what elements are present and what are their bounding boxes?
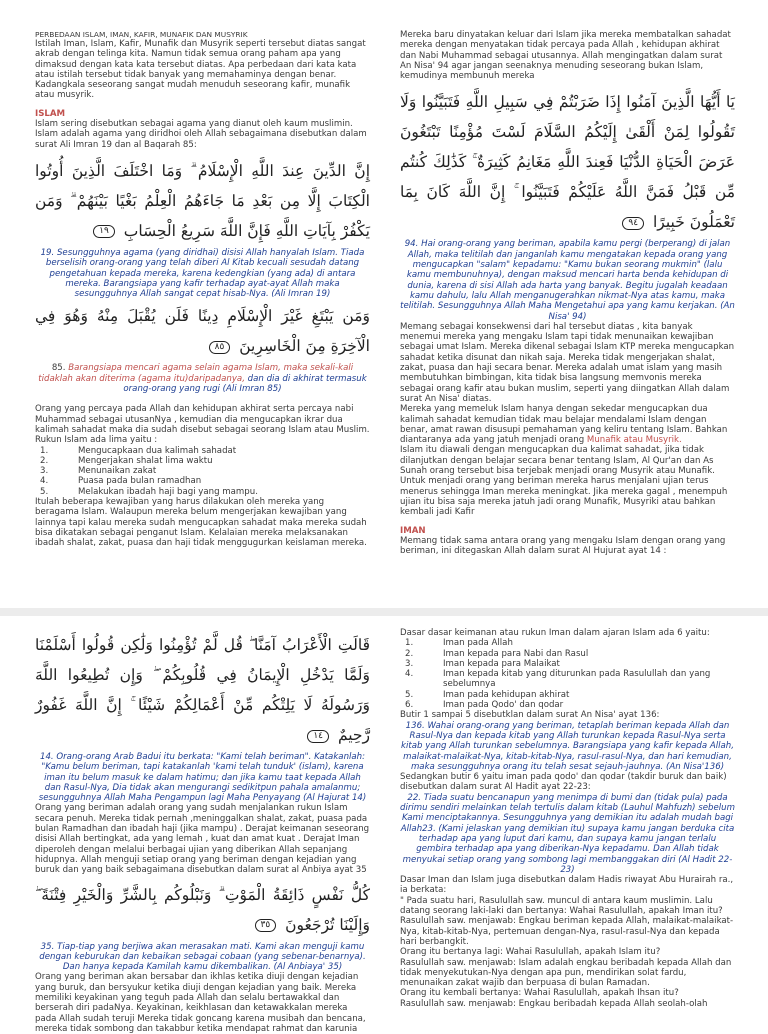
intro-paragraph: Istilah Iman, Islam, Kafir, Munafik dan Musyrik seperti tersebut diatas sangat akrab dengan telinga kita. Namun tidak semua orang paham apa yang dimaksud dengan kata kata tersebut diatas. Apa perbedaan dari kata kata atau istilah tersebut tidak banyak yang memahaminya dengan benar. Kadangkala seseorang sangat mudah menuduh seseorang kafir, munafik atau musyrik. (35, 39, 366, 101)
hadis-line: Rasulullah saw. menjawab: Engkau beriman kepada Allah, malaikat-malaikat-Nya, kitab-kitab-Nya, pertemuan dengan-Nya, rasul-rasul-Nya dan kepada hari berbangkit. (400, 916, 734, 947)
verse-number-ornament: ٩٤ (622, 217, 644, 230)
munafik-highlight: Munafik atau Musyrik. (586, 435, 682, 446)
arabic-verse-al-hujurat-14: قَالَتِ الْأَعْرَابُ آمَنَّا ۖ قُل لَّمْ تُؤْمِنُوا وَلَٰكِن قُولُوا أَسْلَمْنَا وَلَمَّا يَدْخُلِ الْإِيمَانُ فِي قُلُوبِكُمْ ۖ وَإِن تُطِيعُوا اللَّهَ وَرَسُولَهُ لَا يَلِتْكُم مِّنْ أَعْمَالِكُمْ شَيْئًا ۚ إِنَّ اللَّهَ غَفُورٌ رَّحِيمٌ ١٤ (35, 636, 370, 744)
rukun-iman-intro: Dasar dasar keimanan atau rukun Iman dalam ajaran Islam ada 6 yaitu: (400, 628, 710, 638)
page-separator (0, 608, 768, 616)
list-item: 4. Iman kepada kitab yang diturunkan pada Rasulullah dan yang sebelumnya (405, 669, 711, 690)
verse-number-ornament: ٨٥ (209, 341, 231, 354)
hadis-line: Orang itu bertanya lagi: Wahai Rasulullah, apakah Islam itu? (400, 947, 661, 958)
right-intro-paragraph: Mereka baru dinyatakan keluar dari Islam jika mereka membatalkan sahadat mereka dengan menyatakan tidak percaya pada Allah , kehidupan akhirat dan Nabi Muhammad sebagai utusannya. Allah mengingatkan dalam surat An Nisa' 94 agar jangan seenaknya menuding seseorang bukan Islam, kemudinya membunuh mereka (400, 30, 731, 82)
page2-left-column (35, 630, 370, 1034)
hadis-intro: Dasar Iman dan Islam juga disebutkan dalam Hadis riwayat Abu Hurairah ra., ia berkata: (400, 875, 734, 896)
ujian-paragraph: Islam itu diawali dengan mengucapkan dua kalimat sahadat, jika tidak dilanjutkan dengan belajar secara benar tentang Islam, Al Qur'an dan As Sunah orang tersebut bisa terjebak menjadi orang Musyrik atau Munafik. Untuk menjadi orang yang beriman mereka harus menjalani ujian terus menerus sehingga Iman mereka meningkat. Jika mereka gagal , menempuh ujian itu bisa saja mereka jatuh jadi orang Munafik, Musyriki atau bahkan kembali jadi Kafir (400, 445, 728, 518)
document-title: PERBEDAAN ISLAM, IMAN, KAFIR, MUNAFIK DAN MUSYRIK (35, 30, 248, 39)
butir-paragraph: Butir 1 sampai 5 disebutklan dalam surat An Nisa' ayat 136: (400, 710, 660, 721)
verse-number-ornament: ١٩ (93, 225, 115, 238)
rukun-islam-list (35, 446, 370, 497)
page1-right-column (400, 30, 735, 556)
arabic-verse-ali-imran-19: إِنَّ الدِّينَ عِندَ اللَّهِ الْإِسْلَامُ ۗ وَمَا اخْتَلَفَ الَّذِينَ أُوتُوا الْكِتَابَ إِلَّا مِن بَعْدِ مَا جَاءَهُمُ الْعِلْمُ بَغْيًا بَيْنَهُمْ ۗ وَمَن يَكْفُرْ بِآيَاتِ اللَّهِ فَإِنَّ اللَّهَ سَرِيعُ الْحِسَابِ ١٩ (35, 161, 370, 240)
hadis-line: Rasulullah saw. menjawab: Islam adalah engkau beribadah kepada Allah dan tidak menyekutukan-Nya dengan apa pun, mendirikan solat fardu, menunaikan zakat wajib dan berpuasa di bulan Ramadan. (400, 957, 732, 989)
iman-heading: IMAN (400, 525, 426, 536)
list-item: 5. Iman pada kehidupan akhirat (405, 689, 570, 700)
document-page-2 (0, 616, 768, 1034)
islam-ktp-paragraph: Memang sebagai konsekwensi dari hal tersebut diatas , kita banyak menemui mereka yang mengaku Islam tapi tidak menunaikan kewajiban sebagai umat Islam. Mereka dikenal sebagai Islam KTP mereka mengucapkan sahadat ketika disunat dan nikah saja. Mereka tidak mengerjakan shalat, zakat, puasa dan haji secara benar. Mereka adalah umat islam yang masih membutuhkan bimbingan, kita tidak bisa langsung memvonis mereka sebagai orang kafir atau bukan muslim, seperti yang diingatkan Allah dalam surat An Nisa' diatas. (400, 321, 735, 404)
verse-number-ornament: ٣٥ (255, 919, 277, 932)
qodar-paragraph: Sedangkan butir 6 yaitu iman pada qodo' dan qodar (takdir buruk dan baik) disebutkan dalam surat Al Hadit ayat 22-23: (400, 772, 727, 793)
islam-heading: ISLAM (35, 108, 66, 119)
hadis-line: Orang itu kembali bertanya: Wahai Rasulullah, apakah Ihsan itu? (400, 988, 679, 999)
closing-paragraph: Itulah beberapa kewajiban yang harus dilakukan oleh mereka yang beragama Islam. Walaupun mereka belum mengerjakan kewajiban yang lainnya tapi kalau mereka sudah mengucapkan sahadat maka mereka sudah bisa dikatakan sebagai penganut Islam. Kelalaian mereka melaksanakan ibadah shalat, zakat, puasa dan haji tidak menggugurkan keislaman mereka. (35, 497, 367, 549)
hadis-line: " Pada suatu hari, Rasulullah saw. muncul di antara kaum muslimin. Lalu datang seorang laki-laki dan bertanya: Wahai Rasulullah, apakah Iman itu? (400, 895, 723, 917)
translation-an-nisa-94: 94. Hai orang-orang yang beriman, apabila kamu pergi (berperang) di jalan Allah, maka telitilah dan janganlah kamu mengatakan kepada orang yang mengucapkan "salam" kepadamu: "Kamu bukan seorang mukmin" (lalu kamu membunuhnya), dengan maksud mencari harta benda kehidupan di dunia, karena di sisi Allah ada harta yang banyak. Begitu jugalah keadaan kamu dahulu, lalu Allah menganugerahkan nikmat-Nya atas kamu, maka telitilah. Sesungguhnya Allah Maha Mengetahui apa yang kamu kerjakan. (An Nisa' 94) (400, 239, 735, 322)
islam-definition-paragraph: Orang yang percaya pada Allah dan kehidupan akhirat serta percaya nabi Muhammad sebagai utusanNya , kemudian dia mengucapkan ikrar dua kalimah sahadat maka dia sudah disebut sebagai seorang Islam atau Muslim. Rukun Islam ada lima yaitu : (35, 404, 370, 446)
list-item: 2. Iman kepada para Nabi dan Rasul (405, 648, 589, 659)
page1-left-column (35, 30, 370, 549)
list-item: 3. Iman kepada para Malaikat (405, 658, 560, 669)
list-item: 3. Menunaikan zakat (40, 466, 157, 477)
islam-paragraph: Islam sering disebutkan sebagai agama yang dianut oleh kaum muslimin. Islam adalah agama yang diridhoi oleh Allah sebagaimana disebutkan dalam surat Ali Imran 19 dan al Baqarah 85: (35, 119, 367, 150)
translation-al-anbiya-35: 35. Tiap-tiap yang berjiwa akan merasakan mati. Kami akan menguji kamu dengan keburukan dan kebaikan sebagai cobaan (yang sebenar-benarnya). Dan hanya kepada Kamilah kamu dikembalikan. (Al Anbiaya' 35) (39, 941, 366, 973)
list-item: 1. Iman pada Allah (405, 638, 513, 649)
verse-number-ornament: ١٤ (307, 730, 329, 743)
rukun-iman-list (400, 638, 735, 710)
iman-paragraph: Memang tidak sama antara orang yang mengaku Islam dengan orang yang beriman, ini ditegaskan Allah dalam surat Al Hujurat ayat 14 : (400, 535, 726, 557)
list-item: 2. Mengerjakan shalat lima waktu (40, 455, 213, 466)
munafik-paragraph: Mereka yang memeluk Islam hanya dengan sekedar mengucapkan dua kalimah sahadat kemudian tidak mau belajar mendalami Islam dengan benar, amat rawan disusupi pemahaman yang keliru tentang Islam. Bahkan diantaranya ada yang jatuh menjadi orang Munafik atau Musyrik. (400, 404, 728, 446)
arabic-verse-al-anbiya-35: كُلُّ نَفْسٍ ذَائِقَةُ الْمَوْتِ ۗ وَنَبْلُوكُم بِالشَّرِّ وَالْخَيْرِ فِتْنَةً ۖ وَإِلَيْنَا تُرْجَعُونَ ٣٥ (35, 885, 370, 934)
translation-ali-imran-85: 85. Barangsiapa mencari agama selain agama Islam, maka sekali-kali tidaklah akan diterima (agama itu)daripadanya, dan dia di akhirat termasuk orang-orang yang rugi (Ali Imran 85) (38, 363, 367, 395)
arabic-verse-an-nisa-94: يَا أَيُّهَا الَّذِينَ آمَنُوا إِذَا ضَرَبْتُمْ فِي سَبِيلِ اللَّهِ فَتَبَيَّنُوا وَلَا تَقُولُوا لِمَنْ أَلْقَىٰ إِلَيْكُمُ السَّلَامَ لَسْتَ مُؤْمِنًا تَبْتَغُونَ عَرَضَ الْحَيَاةِ الدُّنْيَا فَعِندَ اللَّهِ مَغَانِمُ كَثِيرَةٌ ۚ كَذَٰلِكَ كُنتُم مِّن قَبْلُ فَمَنَّ اللَّهُ عَلَيْكُمْ فَتَبَيَّنُوا ۚ إِنَّ اللَّهَ كَانَ بِمَا تَعْمَلُونَ خَبِيرًا ٩٤ (400, 93, 735, 232)
translation-ali-imran-19: 19. Sesungguhnya agama (yang diridhai) disisi Allah hanyalah Islam. Tiada berselisih orang-orang yang telah diberi Al Kitab kecuali sesudah datang pengetahuan kepada mereka, karena kedengkian (yang ada) di antara mereka. Barangsiapa yang kafir terhadap ayat-ayat Allah maka sesungguhnya Allah sangat cepat hisab-Nya. (Ali Imran 19) (40, 247, 365, 300)
beriman-paragraph: Orang yang beriman adalah orang yang sudah menjalankan rukun Islam secara penuh. Mereka tidak pernah ,meninggalkan shalat, zakat, puasa pada bulan Ramadhan dan ibadah haji (jika mampu) . Derajat keimanan seseorang disisi Allah bertingkat, ada yang lemah , kuat dan amat kuat . Derajat Iman diperoleh dengan melalui berbagai ujian yang diberikan Allah sepanjang hidupnya. Allah menguji setiap orang yang beriman dengan kejadian yang buruk dan yang baik sebagaimana disebutkan dalam surat al Anbiya ayat 35 (35, 803, 370, 876)
list-item: 4. Puasa pada bulan ramadhan (40, 476, 202, 487)
list-item: 1. Mengucapkaan dua kalimah sahadat (40, 445, 237, 456)
list-item: 6. Iman pada Qodo' dan qodar (405, 700, 564, 711)
translation-al-hujurat-14: 14. Orang-orang Arab Badui itu berkata: "Kami telah beriman". Katakanlah: "Kamu belum beriman, tapi katakanlah 'kami telah tunduk' (islam), karena iman itu belum masuk ke dalam hatimu; dan jika kamu taat kepada Allah dan Rasul-Nya, Dia tidak akan mengurangi sedikitpun pahala amalanmu; sesungguhnya Allah Maha Pengampun lagi Maha Penyayang (Al Hajurat 14) (38, 752, 367, 804)
arabic-verse-ali-imran-85: وَمَن يَبْتَغِ غَيْرَ الْإِسْلَامِ دِينًا فَلَن يُقْبَلَ مِنْهُ وَهُوَ فِي الْآخِرَةِ مِنَ الْخَاسِرِينَ ٨٥ (35, 307, 370, 356)
page2-right-column (400, 628, 735, 1009)
translation-an-nisa-136: 136. Wahai orang-orang yang beriman, tetaplah beriman kepada Allah dan Rasul-Nya dan kepada kitab yang Allah turunkan kepada Rasul-Nya serta kitab yang Allah turunkan sebelumnya. Barangsiapa yang kafir kepada Allah, malaikat-malaikat-Nya, kitab-kitab-Nya, rasul-rasul-Nya, dan hari kemudian, maka sesungguhnya orang itu telah sesat sejauh-jauhnya. (An Nisa'136) (401, 720, 734, 772)
translation-al-hadid-22-23: 22. Tiada suatu bencanapun yang menimpa di bumi dan (tidak pula) pada dirimu sendiri melainkan telah tertulis dalam kitab (Lauhul Mahfuzh) sebelum Kami menciptakannya. Sesungguhnya yang demikian itu adalah mudah bagi Allah23. (Kami jelaskan yang demikian itu) supaya kamu jangan berduka cita terhadap apa yang luput dari kamu, dan supaya kamu jangan terlalu gembira terhadap apa yang diberikan-Nya kepadamu. Dan Allah tidak menyukai setiap orang yang sombong lagi membanggakan diri (Al Hadit 22-23) (400, 792, 735, 875)
list-item: 5. Melakukan ibadah haji bagi yang mampu. (40, 486, 258, 497)
hadis-line: Rasulullah saw. menjawab: Engkau beribadah kepada Allah seolah-olah (400, 998, 708, 1009)
sabar-paragraph: Orang yang beriman akan bersabar dan ikhlas ketika diuji dengan kejadian yang buruk, dan bersyukur ketika diuji dengan kejadian yang baik. Mereka memiliki keyakinan yang teguh pada Allah dan selalu bertawakkal dan berserah diri padaNya. Keyakinan, keikhlasan dan ketawakkalan mereka pada Allah sudah teruji Mereka tidak goncang karena musibah dan bencana, mereka tidak sombong dan takabbur ketika mendapat rahmat dan karunia (35, 972, 366, 1034)
